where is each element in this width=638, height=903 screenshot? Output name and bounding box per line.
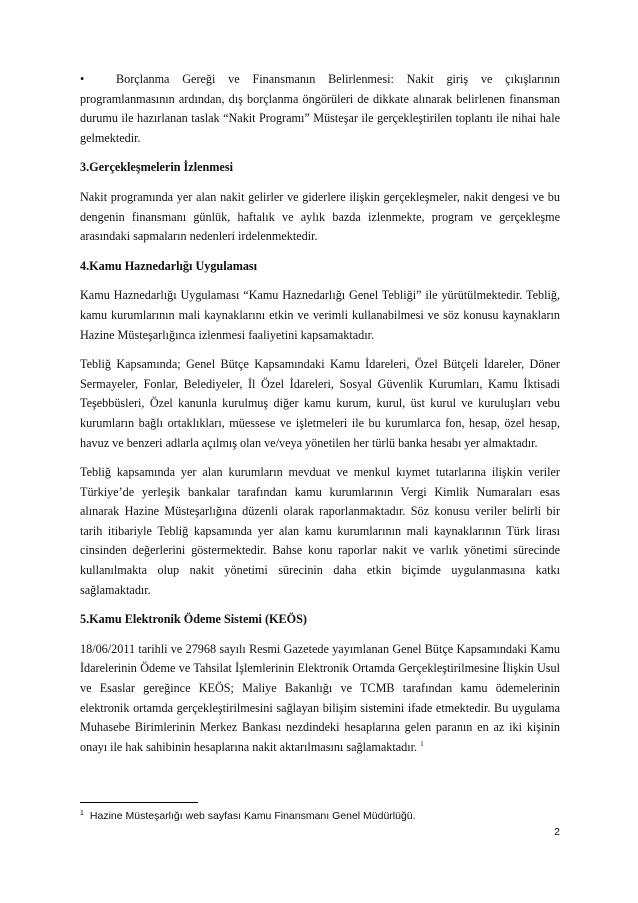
footnote-divider (80, 802, 198, 803)
footnote (80, 809, 560, 823)
page-number: 2 (554, 826, 560, 838)
bullet-mark: • (80, 72, 85, 86)
document-body (80, 70, 560, 767)
footnote-number: 1 (80, 809, 84, 817)
section-3-paragraph: Nakit programında yer alan nakit gelirler ve giderlere ilişkin gerçekleşmeler, nakit dengesi ve bu dengenin finansmanı günlük, haftalık ve aylık bazda izlenmekte, program ve gerçekleşme arasındaki sapmaların nedenleri irdelenmektedir. (80, 189, 560, 244)
bullet-item (80, 70, 560, 148)
section-5-text: 18/06/2011 tarihli ve 27968 sayılı Resmi Gazetede yayımlanan Genel Bütçe Kapsamındaki Kamu İdarelerinin Ödeme ve Tahsilat İşlemlerinin Elektronik Ortamda Gerçekleştirilmesine İlişkin Usul ve Esaslar gereğince KEÖS; Maliye Bakanlığı ve TCMB tarafından kamu ödemelerinin elektronik ortamda gerçekleştirilmesini sağlayan bilişim sistemini ifade etmektedir. Bu uygulama Muhasebe Birimlerinin Merkez Bankası nezdindeki hesaplarına gelen paranın en az iki kişinin onayı ile hak sahibinin hesaplarına nakit aktarılmasını sağlamaktadır. (80, 641, 560, 754)
section-3-heading: 3.Gerçekleşmelerin İzlenmesi (80, 160, 233, 175)
section-4-paragraph-1: Kamu Haznedarlığı Uygulaması “Kamu Haznedarlığı Genel Tebliği” ile yürütülmektedir. Tebliğ, kamu kurumlarının mali kaynaklarını etkin ve verimli kullanabilmesi ve söz konusu kaynakların Hazine Müsteşarlığınca izlenmesi faaliyetini kapsamaktadır. (80, 288, 560, 342)
footnote-text: Hazine Müsteşarlığı web sayfası Kamu Finansmanı Genel Müdürlüğü. (89, 810, 416, 822)
section-4-paragraph-3: Tebliğ kapsamında yer alan kurumların mevduat ve menkul kıymet tutarlarına ilişkin veriler Türkiye’de yerleşik bankalar tarafından kamu kurumlarının Vergi Kimlik Numaraları esas alınarak Hazine Müsteşarlığına düzenli olarak raporlanmaktadır. Söz konusu veriler belirli bir tarih itibariyle Tebliğ kapsamında yer alan kamu kurumlarının mali kaynaklarının Türk lirası cinsinden değerlerini göstermektedir. Bahse konu raporlar nakit ve varlık yönetimi sürecinde kullanılmakta olup nakit yönetimi sürecinin daha etkin biçimde uygulanmasına katkı sağlamaktadır. (80, 465, 560, 597)
section-4-heading: 4.Kamu Haznedarlığı Uygulaması (80, 258, 258, 273)
section-4-paragraph-2: Tebliğ Kapsamında; Genel Bütçe Kapsamındaki Kamu İdareleri, Özel Bütçeli İdareler, Döner Sermayeler, Fonlar, Belediyeler, İl Özel İdareleri, Sosyal Güvenlik Kurumları, Kamu İktisadi Teşebbüsleri, Özel kanunla kurulmuş diğer kamu kurum, kurul, üst kurul ve kuruluşları vebu kurumların bağlı ortaklıkları, müessese ve işletmeleri ile bu kurumlarca fon, hesap, özel hesap, havuz ve benzeri adlarla açılmış olan ve/veya yönetilen her türlü banka hesabı yer almaktadır. (80, 357, 560, 450)
section-5-paragraph (80, 640, 560, 758)
section-5-heading: 5.Kamu Elektronik Ödeme Sistemi (KEÖS) (80, 612, 307, 627)
bullet-text: Borçlanma Gereği ve Finansmanın Belirlenmesi: Nakit giriş ve çıkışlarının programlanmasının ardından, dış borçlanma öngörüleri de dikkate alınarak belirlenen finansman durumu ile hazırlanan taslak “Nakit Programı” Müsteşar ile gerçekleştirilen toplantı ile nihai hale gelmektedir. (80, 72, 560, 145)
footnote-reference[interactable]: 1 (420, 739, 424, 748)
